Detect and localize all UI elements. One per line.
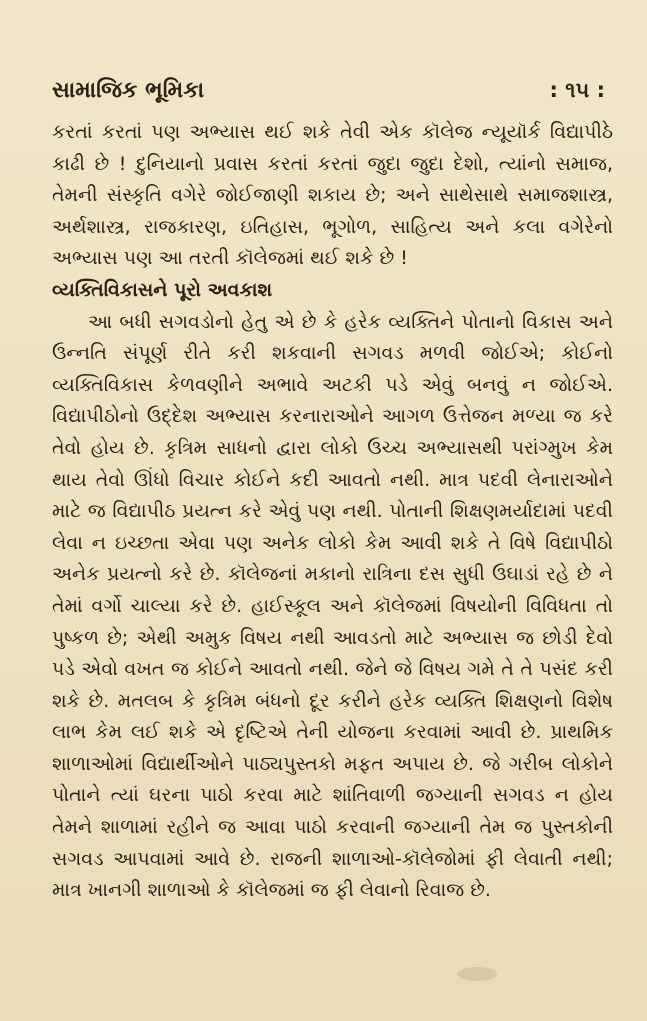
running-title: સામાજિક ભૂમિકા (52, 78, 205, 103)
section-paragraph: આ બધી સગવડોનો હેતુ એ છે કે હરેક વ્યક્તિને પોતાનો વિકાસ અને ઉન્નતિ સંપૂર્ણ રીતે કરી શકવાની સગવડ મળવી જોઈએ; કોઈનો વ્યક્તિવિકાસ કેળવણીને અભાવે અટકી પડે એવું બનવું ન જોઈએ. વિદ્યાપીઠોનો ઉદ્દેશ અભ્યાસ કરનારાઓને આગળ ઉત્તેજન મળ્યા જ કરે તેવો હોય છે. કૃત્રિમ સાધનો દ્વારા લોકો ઉચ્ચ અભ્યાસથી પરાંગ્મુખ કેમ થાય તેવો ઊંધો વિચાર કોઈને કદી આવતો નથી. માત્ર પદવી લેનારાઓને માટે જ વિદ્યાપીઠ પ્રયત્ન કરે એવું પણ નથી. પોતાની શિક્ષણમર્યાદામાં પદવી લેવા ન ઇચ્છતા એવા પણ અનેક લોકો કેમ આવી શકે તે વિષે વિદ્યાપીઠો અનેક પ્રયત્નો કરે છે. કૉલેજનાં મકાનો રાત્રિના દસ સુધી ઉઘાડાં રહે છે ને તેમાં વર્ગો ચાલ્યા કરે છે. હાઈસ્કૂલ અને કૉલેજમાં વિષયોની વિવિધતા તો પુષ્કળ છે; એથી અમુક વિષય નથી આવડતો માટે અભ્યાસ જ છોડી દેવો પડે એવો વખત જ કોઈને આવતો નથી. જેને જે વિષય ગમે તે તે પસંદ કરી શકે છે. મતલબ કે કૃત્રિમ બંધનો દૂર કરીને હરેક વ્યક્તિ શિક્ષણનો વિશેષ લાભ કેમ લઈ શકે એ દૃષ્ટિએ તેની યોજના કરવામાં આવી છે. પ્રાથમિક શાળાઓમાં વિદ્યાર્થીઓને પાઠ્યપુસ્તકો મફત અપાય છે. જે ગરીબ લોકોને પોતાને ત્યાં ઘરના પાઠો કરવા માટે શાંતિવાળી જગ્યાની સગવડ ન હોય તેમને શાળામાં રહીને જ આવા પાઠો કરવાની જગ્યાની તેમ જ પુસ્તકોની સગવડ આપવામાં આવે છે. રાજની શાળાઓ-કૉલેજોમાં ફી લેવાતી નથી; માત્ર ખાનગી શાળાઓ કે કૉલેજમાં જ ફી લેવાનો રિવાજ છે. (52, 310, 613, 902)
page-number: : ૧૫ : (549, 78, 605, 102)
paragraph-continuation: કરતાં કરતાં પણ અભ્યાસ થઈ શકે તેવી એક કૉલેજ ન્યૂયૉર્ક વિદ્યાપીઠે કાઢી છે ! દુનિયાનો પ્રવાસ કરતાં કરતાં જુદા જુદા દેશો, ત્યાંનો સમાજ, તેમની સંસ્કૃતિ વગેરે જોઈજાણી શકાય છે; અને સાથેસાથે સમાજશાસ્ત્ર, અર્થશાસ્ત્ર, રાજકારણ, ઇતિહાસ, ભૂગોળ, સાહિત્ય અને કલા વગેરેનો અભ્યાસ પણ આ તરતી કૉલેજમાં થઈ શકે છે ! (52, 121, 613, 270)
page-header (52, 78, 613, 103)
paper-stain (457, 967, 497, 981)
body-text (52, 117, 613, 907)
section-heading: વ્યક્તિવિકાસને પૂરો અવકાશ (52, 278, 273, 301)
